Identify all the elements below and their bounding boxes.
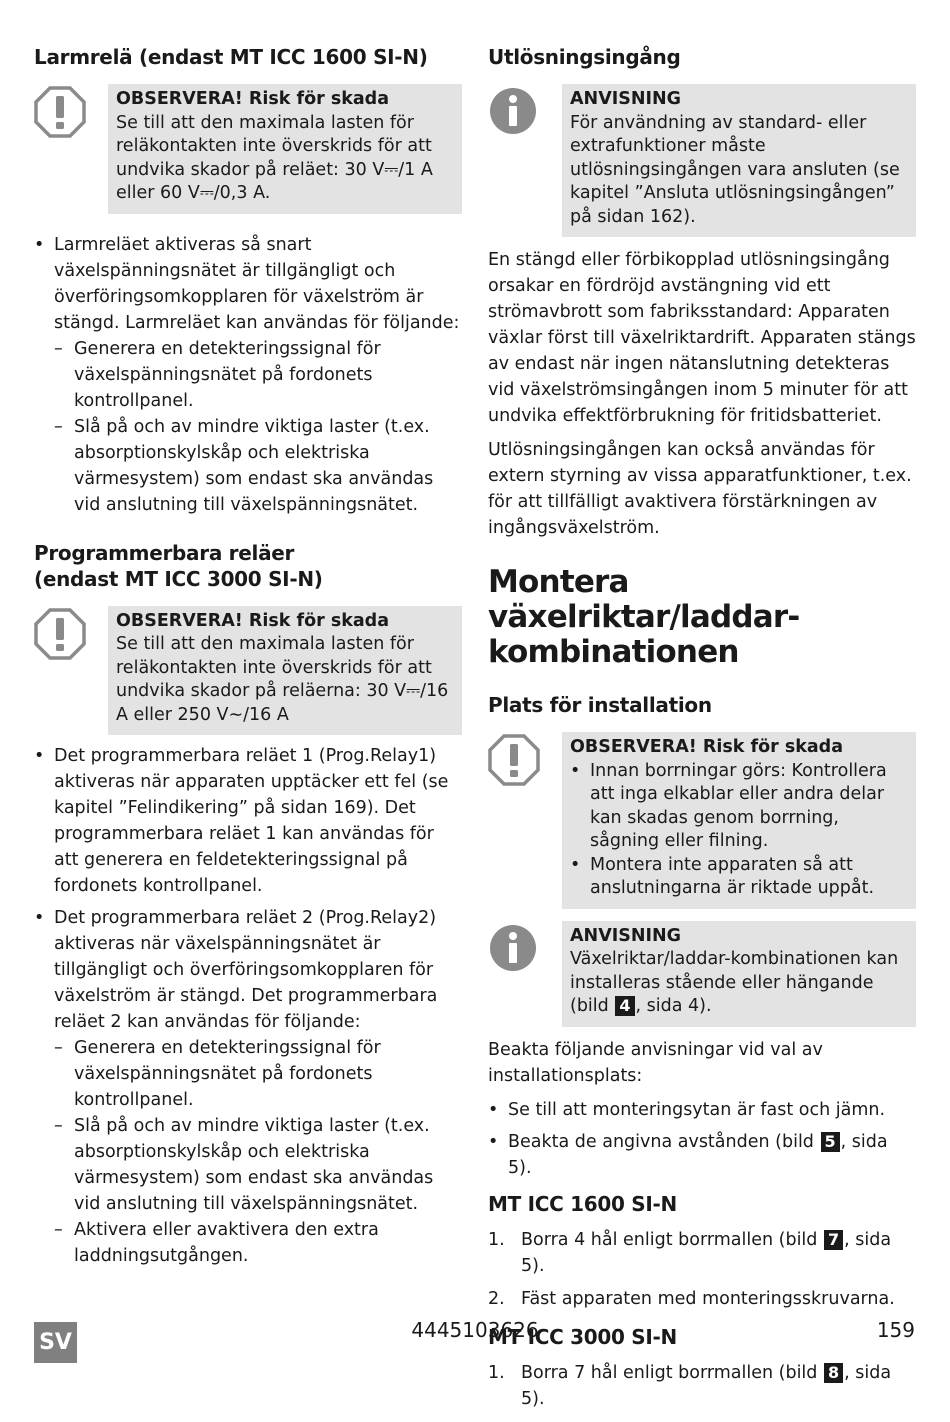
step-number: 2. [488, 1288, 505, 1309]
main-heading [488, 565, 916, 670]
notice-text: Se till att den maximala lasten för reläkontakten inte överskrids för att undvika skador på reläerna: 30 V⎓/16 A eller 250 V∼/16 A [116, 634, 449, 725]
bullet-list [34, 232, 462, 518]
notice-title: ANVISNING [570, 89, 682, 109]
document-number: 4445103626 [411, 1318, 539, 1342]
info-notice [488, 84, 916, 237]
notice-text: För användning av standard- eller extrafunktioner måste utlösningsingången vara ansluten (se kapitel ”Ansluta utlösningsingången” på sidan 162). [570, 112, 900, 227]
caution-notice [34, 606, 462, 736]
figure-ref-badge: 8 [824, 1363, 843, 1383]
bullet-list [34, 743, 462, 1269]
bullet-list [488, 1097, 916, 1181]
section-heading-trigger-input: Utlösningsingång [488, 45, 681, 69]
text: Fäst apparaten med monteringsskruvarna. [521, 1288, 895, 1309]
notice-title: ANVISNING [570, 925, 682, 946]
list-item [488, 1129, 916, 1181]
list-item-text: Larmreläet aktiveras så snart växelspänningsnätet är tillgängligt och överföringsomkopplaren för växelström är stängd. Larmreläet kan användas för följande: [54, 234, 460, 333]
figure-ref-badge: 5 [821, 1132, 840, 1152]
info-icon [488, 921, 546, 1027]
paragraph: Utlösningsingången kan också användas för extern styrning av vissa apparatfunktioner, t.ex. för att tillfälligt avaktivera förstärkningen av ingångsväxelström. [488, 440, 912, 538]
text: Borra 7 hål enligt borrmallen (bild [521, 1362, 818, 1383]
dash-item: – Slå på och av mindre viktiga laster (t.ex. absorptionskylskåp och elektriska värmesystem) som endast ska användas vid anslutning till växelspänningsnätet. [54, 414, 462, 518]
list-item: • Se till att monteringsytan är fast och jämn. [488, 1097, 916, 1123]
heading-line: Programmerbara reläer [34, 540, 295, 565]
step-number: 1. [488, 1362, 505, 1383]
left-column [34, 44, 462, 1279]
dash-item: – Generera en detekteringssignal för växelspänningsnätet på fordonets kontrollpanel. [54, 336, 462, 414]
figure-ref-badge: 7 [824, 1230, 843, 1250]
section-heading-mt-icc-3000: MT ICC 3000 SI-N [488, 1324, 677, 1349]
info-icon [488, 84, 546, 237]
text: Växelriktar/laddar-kombinationen kan installeras stående eller hängande (bild [570, 949, 899, 1016]
dash-item: – Generera en detekteringssignal för växelspänningsnätet på fordonets kontrollpanel. [54, 1035, 462, 1113]
text: , sida 5). [508, 1131, 888, 1178]
list-item [34, 232, 462, 518]
text: Borra 4 hål enligt borrmallen (bild [521, 1229, 818, 1250]
info-notice [488, 921, 916, 1027]
dash-item: – Aktivera eller avaktivera den extra laddningsutgången. [54, 1217, 462, 1269]
list-item: • Det programmerbara reläet 1 (Prog.Relay1) aktiveras när apparaten upptäcker ett fel (se kapitel ”Felindikering” på sidan 169). Det programmerbara reläet 1 kan användas för att generera en feldetekteringssignal på fordonets kontrollpanel. [34, 743, 462, 899]
section-heading-mt-icc-1600: MT ICC 1600 SI-N [488, 1191, 677, 1216]
list-item-text: Det programmerbara reläet 2 (Prog.Relay2) aktiveras när växelspänningsnätet är tillgängligt och överföringsomkopplaren för växelström är stängd. Det programmerbara reläet 2 kan användas för följande: [54, 908, 438, 1032]
language-badge: SV [34, 1322, 77, 1363]
section-heading-programmable-relays [34, 540, 462, 592]
warning-icon [34, 84, 92, 214]
numbered-list [488, 1360, 916, 1412]
warning-icon [488, 732, 546, 909]
caution-notice [488, 732, 916, 909]
numbered-list [488, 1227, 916, 1312]
section-heading-installation-location: Plats för installation [488, 693, 712, 717]
figure-ref-badge: 4 [615, 996, 634, 1016]
paragraph: En stängd eller förbikopplad utlösningsingång orsakar en fördröjd avstängning vid ett strömavbrott som fabriksstandard: Apparaten växlar först till växelriktardrift. Apparaten stängs av endast när ingen nätanslutning detekteras vid växelströmsingången inom 5 minuter för att undvika effektförbrukning för fritidsbatteriet. [488, 250, 916, 426]
step-number: 1. [488, 1229, 505, 1250]
list-item: • Innan borrningar görs: Kontrollera att inga elkablar eller andra delar kan skadas genom borrning, sågning eller filning. [570, 760, 908, 854]
heading-line: (endast MT ICC 3000 SI-N) [34, 566, 323, 591]
notice-title: OBSERVERA! Risk för skada [116, 610, 390, 631]
notice-title: OBSERVERA! Risk för skada [570, 737, 844, 757]
list-item [488, 1286, 916, 1312]
notice-title: OBSERVERA! Risk för skada [116, 89, 390, 109]
list-item [488, 1360, 916, 1412]
notice-text: Se till att den maximala lasten för reläkontakten inte överskrids för att undvika skador på reläet: 30 V⎓/1 A eller 60 V⎓/0,3 A. [116, 112, 433, 203]
heading-line: kombinationen [488, 634, 739, 670]
warning-icon [34, 606, 92, 736]
section-heading-alarm-relay: Larmrelä (endast MT ICC 1600 SI-N) [34, 45, 428, 69]
dash-item: – Slå på och av mindre viktiga laster (t.ex. absorptionskylskåp och elektriska värmesystem) som endast ska användas vid anslutning till växelspänningsnätet. [54, 1113, 462, 1217]
list-item [488, 1227, 916, 1279]
heading-line: Montera växelriktar/laddar- [488, 564, 800, 635]
text: , sida 5). [521, 1362, 892, 1409]
page-number: 159 [876, 1318, 915, 1342]
notice-text [570, 948, 908, 1019]
caution-notice [34, 84, 462, 214]
list-item [34, 905, 462, 1269]
list-item: • Montera inte apparaten så att anslutningarna är riktade uppåt. [570, 854, 908, 901]
text: , sida 4). [635, 996, 712, 1016]
right-column [488, 44, 916, 1422]
text: Beakta de angivna avstånden (bild [508, 1131, 814, 1152]
paragraph: Beakta följande anvisningar vid val av installationsplats: [488, 1039, 823, 1086]
text: , sida 5). [521, 1229, 892, 1276]
